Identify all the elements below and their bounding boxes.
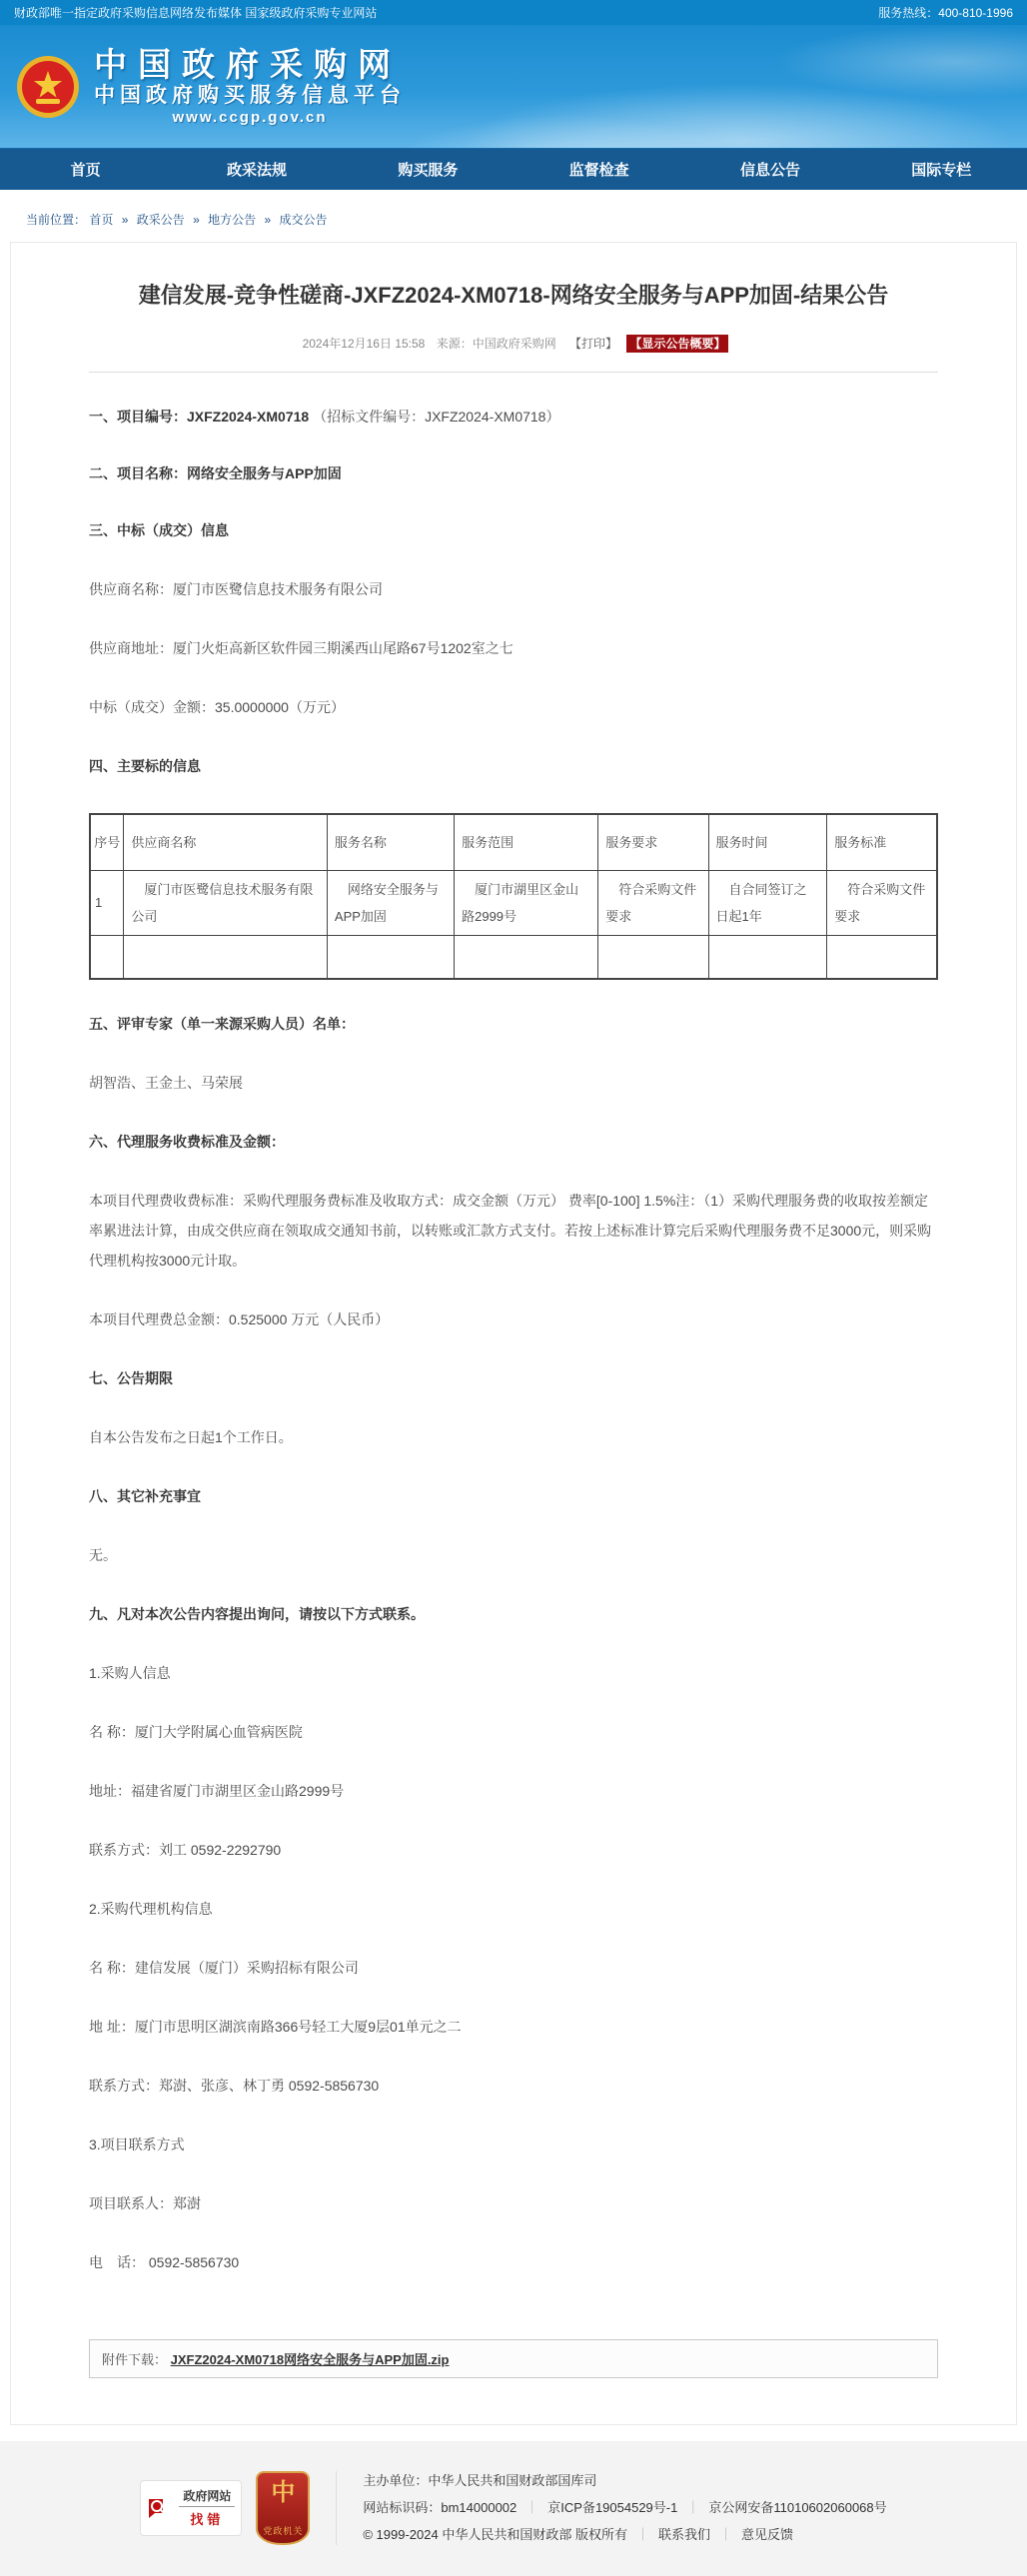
- col-header-seq: 序号: [90, 814, 124, 870]
- table-empty-row: [90, 935, 937, 979]
- breadcrumb-separator: »: [121, 213, 129, 227]
- breadcrumb-local[interactable]: 地方公告: [208, 213, 257, 227]
- breadcrumb-separator: »: [264, 213, 272, 227]
- banner-text: [94, 47, 406, 126]
- breadcrumb: [0, 190, 1027, 242]
- contact-us-link[interactable]: 联系我们: [657, 2527, 710, 2542]
- cell-service-name: 网络安全服务与APP加固: [327, 870, 454, 935]
- site-banner: [0, 25, 1027, 148]
- tender-doc-no-text: （招标文件编号：JXFZ2024-XM0718）: [313, 409, 560, 425]
- section-heading-award-info: 三、中标（成交）信息: [89, 522, 229, 538]
- breadcrumb-label: 当前位置：: [26, 213, 87, 227]
- announcement-meta: [89, 335, 938, 373]
- badge-find-line2: 找错: [190, 2512, 225, 2527]
- agency-contact: 联系方式：郑澍、张彦、林丁勇 0592-5856730: [89, 2078, 380, 2094]
- party-gov-agency-badge[interactable]: [256, 2471, 310, 2545]
- site-url: www.ccgp.gov.cn: [172, 109, 328, 126]
- party-emblem-icon: 中: [271, 2479, 296, 2506]
- empty-cell: [327, 935, 454, 979]
- footer-separator: ｜: [686, 2500, 700, 2515]
- agency-fee-total: 本项目代理费总金额：0.525000 万元（人民币）: [89, 1311, 390, 1327]
- site-subtitle: 中国政府购买服务信息平台: [94, 84, 406, 107]
- footer-registration-line: [363, 2494, 886, 2521]
- section-heading-contact: 九、凡对本次公告内容提出询问，请按以下方式联系。: [89, 1606, 425, 1622]
- supplier-address: 供应商地址：厦门火炬高新区软件园三期溪西山尾路67号1202室之七: [89, 640, 514, 656]
- nav-item-purchase[interactable]: 购买服务: [398, 162, 459, 179]
- party-badge-label: 党政机关: [263, 2525, 304, 2536]
- cell-service-scope: 厦门市湖里区金山路2999号: [455, 870, 598, 935]
- gov-site-error-report-badge[interactable]: [140, 2480, 242, 2536]
- col-header-service-req: 服务要求: [598, 814, 708, 870]
- copyright-text: © 1999-2024 中华人民共和国财政部 版权所有: [363, 2527, 627, 2542]
- purchaser-contact: 联系方式：刘工 0592-2292790: [89, 1842, 282, 1858]
- col-header-service-scope: 服务范围: [455, 814, 598, 870]
- source-label: 来源：中国政府采购网: [436, 337, 556, 351]
- purchaser-address: 地址：福建省厦门市湖里区金山路2999号: [89, 1783, 345, 1799]
- agency-address: 地 址：厦门市思明区湖滨南路366号轻工大厦9层01单元之二: [89, 2019, 462, 2035]
- cell-seq: 1: [90, 870, 124, 935]
- agency-info-label: 2.采购代理机构信息: [89, 1901, 213, 1917]
- attachment-download-link[interactable]: JXFZ2024-XM0718网络安全服务与APP加固.zip: [170, 2352, 450, 2367]
- notice-period-text: 自本公告发布之日起1个工作日。: [89, 1429, 293, 1445]
- show-summary-button[interactable]: 【显示公告概要】: [626, 335, 728, 353]
- section-heading-project-no: [89, 404, 938, 429]
- section-heading-other: 八、其它补充事宜: [89, 1488, 201, 1504]
- feedback-link[interactable]: 意见反馈: [741, 2527, 794, 2542]
- site-title: 中国政府采购网: [94, 46, 402, 83]
- footer-host-line: 主办单位：中华人民共和国财政部国库司: [363, 2473, 597, 2488]
- purchaser-name: 名 称：厦门大学附属心血管病医院: [89, 1724, 303, 1740]
- col-header-supplier: 供应商名称: [124, 814, 328, 870]
- badge-find-text: [179, 2487, 235, 2528]
- magnifier-icon: [147, 2495, 173, 2521]
- section-heading-experts: 五、评审专家（单一来源采购人员）名单：: [89, 1016, 355, 1032]
- breadcrumb-result[interactable]: 成交公告: [279, 213, 328, 227]
- main-nav: [0, 148, 1027, 190]
- footer-separator: ｜: [718, 2527, 732, 2542]
- empty-cell: [598, 935, 708, 979]
- footer-copyright-line: [363, 2521, 886, 2548]
- supplier-name: 供应商名称：厦门市医鹭信息技术服务有限公司: [89, 581, 383, 597]
- footer-text: [363, 2467, 886, 2548]
- award-amount: 中标（成交）金额：35.0000000（万元）: [89, 699, 345, 715]
- cell-service-time: 自合同签订之日起1年: [708, 870, 827, 935]
- breadcrumb-notices[interactable]: 政采公告: [136, 213, 185, 227]
- topbar: [0, 0, 1027, 25]
- table-row: [90, 870, 937, 935]
- page-title: 建信发展-竞争性磋商-JXFZ2024-XM0718-网络安全服务与APP加固-结果公告: [138, 283, 889, 308]
- empty-cell: [708, 935, 827, 979]
- agency-name: 名 称：建信发展（厦门）采购招标有限公司: [89, 1960, 359, 1976]
- nav-item-notices[interactable]: 信息公告: [739, 162, 800, 179]
- empty-cell: [124, 935, 328, 979]
- icp-license-link[interactable]: 京ICP备19054529号-1: [547, 2500, 678, 2515]
- col-header-service-time: 服务时间: [708, 814, 827, 870]
- attachment-box: [89, 2339, 938, 2378]
- breadcrumb-separator: »: [193, 213, 200, 227]
- empty-cell: [90, 935, 124, 979]
- project-contact-person: 项目联系人：郑澍: [89, 2195, 201, 2211]
- announcement-container: [10, 242, 1017, 2425]
- subject-info-table: [89, 813, 938, 980]
- national-emblem-icon: [16, 55, 80, 119]
- project-contact-phone: 电 话： 0592-5856730: [89, 2254, 240, 2270]
- experts-names: 胡智浩、王金土、马荣展: [89, 1075, 243, 1091]
- publish-datetime: 2024年12月16日 15:58: [302, 337, 426, 351]
- footer-inner: [0, 2467, 1027, 2548]
- badge-find-line1: 政府网站: [179, 2487, 235, 2507]
- cell-service-std: 符合采购文件要求: [827, 870, 937, 935]
- site-code: 网站标识码：bm14000002: [363, 2500, 517, 2515]
- section-heading-notice-period: 七、公告期限: [89, 1370, 173, 1386]
- nav-item-international[interactable]: 国际专栏: [911, 162, 972, 179]
- nav-item-policy[interactable]: 政采法规: [226, 162, 287, 179]
- project-no-text: 一、项目编号：JXFZ2024-XM0718: [89, 409, 310, 425]
- nav-item-supervision[interactable]: 监督检查: [568, 162, 629, 179]
- breadcrumb-home[interactable]: 首页: [89, 213, 114, 227]
- nav-item-home[interactable]: 首页: [70, 162, 101, 179]
- footer-separator: ｜: [635, 2527, 649, 2542]
- footer-separator: ｜: [525, 2500, 539, 2515]
- print-button[interactable]: 【打印】: [569, 337, 618, 351]
- empty-cell: [827, 935, 937, 979]
- section-heading-main-subject: 四、主要标的信息: [89, 758, 201, 774]
- footer-badges: [140, 2471, 310, 2545]
- table-header-row: [90, 814, 937, 870]
- empty-cell: [455, 935, 598, 979]
- topbar-slogan: 财政部唯一指定政府采购信息网络发布媒体 国家级政府采购专业网站: [14, 6, 378, 20]
- col-header-service-name: 服务名称: [327, 814, 454, 870]
- cell-supplier: 厦门市医鹭信息技术服务有限公司: [124, 870, 328, 935]
- other-text: 无。: [89, 1547, 117, 1563]
- topbar-hotline: 服务热线：400-810-1996: [878, 6, 1013, 20]
- col-header-service-std: 服务标准: [827, 814, 937, 870]
- project-contact-label: 3.项目联系方式: [89, 2137, 185, 2152]
- footer-divider: [336, 2471, 337, 2545]
- police-license-link[interactable]: 京公网安备11010602060068号: [708, 2500, 887, 2515]
- section-heading-project-name: 二、项目名称：网络安全服务与APP加固: [89, 465, 342, 481]
- purchaser-info-label: 1.采购人信息: [89, 1665, 171, 1681]
- cell-service-req: 符合采购文件要求: [598, 870, 708, 935]
- footer: [0, 2441, 1027, 2576]
- section-heading-agency-fee: 六、代理服务收费标准及金额：: [89, 1134, 285, 1150]
- agency-fee-standard: 本项目代理费收费标准：采购代理服务费标准及收取方式：成交金额（万元） 费率[0-100] 1.5%注：（1）采购代理服务费的收取按差额定率累进法计算，由成交供应商在领取成交通知书前，以转账或汇款方式支付。若按上述标准计算完后采购代理服务费不足3000元，则采购代理机构按3000元计取。: [89, 1193, 932, 1269]
- attachment-label: 附件下载：: [102, 2352, 168, 2367]
